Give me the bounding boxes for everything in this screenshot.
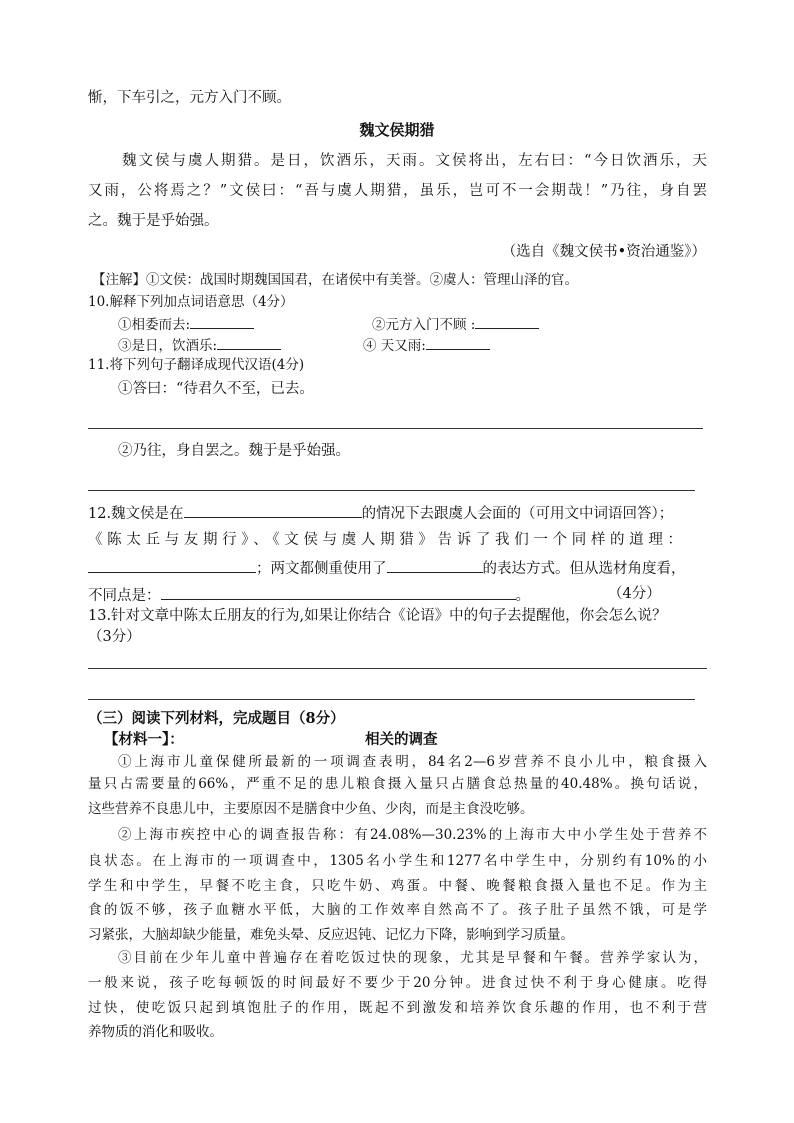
story-source: （选自《魏文侯书•资治通鉴》）	[501, 244, 706, 260]
material-line: 食的饭不够，孩子血糖水平低，大脑的工作效率自然高不了。孩子肚子虽然不饿，可是学	[88, 902, 707, 918]
answer-blank[interactable]	[184, 502, 362, 518]
q13-line: 13.针对文章中陈太丘朋友的行为,如果让你结合《论语》中的句子去提醒他，你会怎么说？	[88, 608, 667, 624]
answer-blank[interactable]	[161, 584, 516, 600]
story-note: 【注解】①文侯：战国时期魏国国君，在诸侯中有美誉。②虞人：管理山泽的官。	[92, 272, 578, 288]
q12-score: （4分）	[608, 586, 661, 602]
passage-tail: 惭，下车引之，元方入门不顾。	[88, 90, 291, 106]
q12-line: 不同点是： 。	[88, 584, 530, 606]
answer-blank[interactable]	[88, 557, 256, 573]
q10-item: ①相委而去:	[118, 313, 254, 335]
story-title: 魏文侯期猎	[359, 121, 435, 139]
story-line: 又雨，公将焉之？”文侯曰：“吾与虞人期猎，虽乐，岂可不一会期哉！”乃往，身自罢	[88, 183, 707, 199]
q10-stem: 10.解释下列加点词语意思（4分）	[88, 294, 294, 310]
q12-line: 《陈太丘与友期行》、《文侯与虞人期猎》告诉了我们一个同样的道理：	[88, 532, 682, 548]
q13-line: （3分）	[88, 629, 141, 645]
answer-line[interactable]	[88, 428, 703, 429]
material-label: 【材料一】：	[104, 731, 184, 748]
material-line: 养物质的消化和吸收。	[88, 1024, 223, 1040]
material-line: ①上海市儿童保健所最新的一项调查表明，84名2—6岁营养不良小儿中，粮食摄入	[118, 754, 707, 770]
material-line: 学生和中学生，早餐不吃主食，只吃牛奶、鸡蛋。中餐、晚餐粮食摄入量也不足。作为主	[88, 878, 707, 894]
q10-item: ②元方入门不顾 :	[372, 313, 539, 335]
story-line: 魏文侯与虞人期猎。是日，饮酒乐，天雨。文侯将出，左右曰：“今日饮酒乐，天	[122, 153, 707, 169]
q12-line: 12.魏文侯是在 的情况下去跟虞人会面的（可用文中词语回答）；	[88, 502, 673, 524]
material-line: 良状态。在上海市的一项调查中，1305名小学生和1277名中学生中，分别约有10%的小	[88, 853, 707, 869]
material-line: 量只占需要量的66%，严重不足的患儿粮食摄入量只占膳食总热量的40.48%。换句话说，	[88, 776, 707, 792]
material-line: 一般来说，孩子吃每顿饭的时间最好不要少于20分钟。进食过快不利于身心健康。吃得	[88, 975, 707, 991]
answer-blank[interactable]	[475, 313, 539, 329]
material-line: ③目前在少年儿童中普遍存在着吃饭过快的现象，尤其是早餐和午餐。营养学家认为，	[118, 950, 707, 966]
q11-stem: 11.将下列句子翻译成现代汉语(4分)	[88, 357, 305, 373]
answer-blank[interactable]	[190, 313, 254, 329]
answer-line[interactable]	[88, 668, 707, 669]
material-line: 过快，使吃饭只起到填饱肚子的作用，既起不到激发和培养饮食乐趣的作用，也不利于营	[88, 1000, 707, 1016]
q12-line: ；两文都侧重使用了 的表达方式。但从选材角度看，	[88, 557, 686, 579]
answer-line[interactable]	[88, 490, 695, 491]
story-line: 之。魏于是乎始强。	[88, 213, 219, 229]
answer-blank[interactable]	[387, 557, 483, 573]
material-title: 相关的调查	[365, 731, 438, 748]
answer-blank[interactable]	[217, 334, 281, 350]
material-line: ②上海市疾控中心的调查报告称：有24.08%—30.23%的上海市大中小学生处于营养不	[118, 827, 707, 843]
q11-sentence: ②乃往，身自罢之。魏于是乎始强。	[118, 443, 350, 459]
q10-item: ④ 天又雨:	[363, 334, 490, 356]
material-line: 这些营养不良患儿中，主要原因不是膳食中少鱼、少肉，而是主食没吃够。	[88, 801, 534, 817]
q10-item: ③是日，饮酒乐:	[118, 334, 281, 356]
q11-sentence: ①答曰：“待君久不至，已去。	[118, 381, 314, 397]
section-heading: （三）阅读下列材料，完成题目（8分）	[88, 710, 345, 727]
answer-blank[interactable]	[426, 334, 490, 350]
answer-line[interactable]	[88, 699, 695, 700]
material-line: 习紧张，大脑却缺少能量，难免头晕、反应迟钝、记忆力下降，影响到学习质量。	[88, 927, 574, 943]
